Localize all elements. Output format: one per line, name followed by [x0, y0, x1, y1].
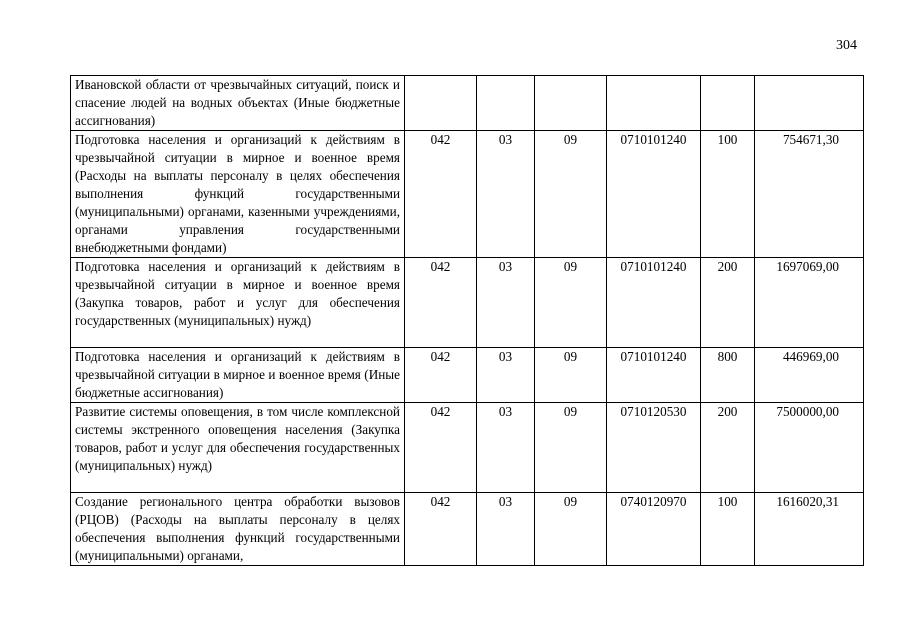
- subsection-code: 09: [535, 131, 607, 258]
- section-code: 03: [477, 493, 535, 566]
- target-article-code: 0710101240: [607, 131, 701, 258]
- table-row: [71, 493, 864, 566]
- amount: 1616020,31: [755, 493, 864, 566]
- expense-type-code: 200: [701, 258, 755, 348]
- table-row: [71, 76, 864, 131]
- expense-type-code: 800: [701, 348, 755, 403]
- table-row: [71, 131, 864, 258]
- row-description: Подготовка населения и организаций к действиям в чрезвычайной ситуации в мирное и военное время (Закупка товаров, работ и услуг для обеспечения государственных (муниципальных) нужд): [71, 258, 405, 348]
- target-article-code: 0710120530: [607, 403, 701, 493]
- target-article-code: 0710101240: [607, 348, 701, 403]
- ministry-code: 042: [405, 493, 477, 566]
- ministry-code: 042: [405, 403, 477, 493]
- table-row: [71, 258, 864, 348]
- amount: 446969,00: [755, 348, 864, 403]
- section-code: 03: [477, 258, 535, 348]
- amount: 754671,30: [755, 131, 864, 258]
- table-row: [71, 348, 864, 403]
- ministry-code: 042: [405, 258, 477, 348]
- row-description: Подготовка населения и организаций к действиям в чрезвычайной ситуации в мирное и военное время (Иные бюджетные ассигнования): [71, 348, 405, 403]
- table-row: [71, 403, 864, 493]
- section-code: 03: [477, 348, 535, 403]
- expense-type-code: 100: [701, 493, 755, 566]
- subsection-code: 09: [535, 348, 607, 403]
- section-code: [477, 76, 535, 131]
- row-description: Ивановской области от чрезвычайных ситуаций, поиск и спасение людей на водных объектах (Иные бюджетные ассигнования): [71, 76, 405, 131]
- expense-type-code: [701, 76, 755, 131]
- ministry-code: 042: [405, 348, 477, 403]
- expense-type-code: 100: [701, 131, 755, 258]
- budget-table: [70, 75, 864, 566]
- subsection-code: 09: [535, 258, 607, 348]
- amount: [755, 76, 864, 131]
- row-description: Развитие системы оповещения, в том числе комплексной системы экстренного оповещения населения (Закупка товаров, работ и услуг для обеспечения государственных (муниципальных) нужд): [71, 403, 405, 493]
- target-article-code: [607, 76, 701, 131]
- section-code: 03: [477, 403, 535, 493]
- row-description: Создание регионального центра обработки вызовов (РЦОВ) (Расходы на выплаты персоналу в целях обеспечения выполнения функций государственными (муниципальными) органами,: [71, 493, 405, 566]
- ministry-code: [405, 76, 477, 131]
- row-description: Подготовка населения и организаций к действиям в чрезвычайной ситуации в мирное и военное время (Расходы на выплаты персоналу в целях обеспечения выполнения функций государственными (муниципальными) органами, казенными учреждениями, органами управления государственными внебюджетными фондами): [71, 131, 405, 258]
- subsection-code: 09: [535, 493, 607, 566]
- page-number: 304: [836, 38, 857, 53]
- target-article-code: 0740120970: [607, 493, 701, 566]
- target-article-code: 0710101240: [607, 258, 701, 348]
- amount: 1697069,00: [755, 258, 864, 348]
- section-code: 03: [477, 131, 535, 258]
- amount: 7500000,00: [755, 403, 864, 493]
- ministry-code: 042: [405, 131, 477, 258]
- subsection-code: [535, 76, 607, 131]
- subsection-code: 09: [535, 403, 607, 493]
- expense-type-code: 200: [701, 403, 755, 493]
